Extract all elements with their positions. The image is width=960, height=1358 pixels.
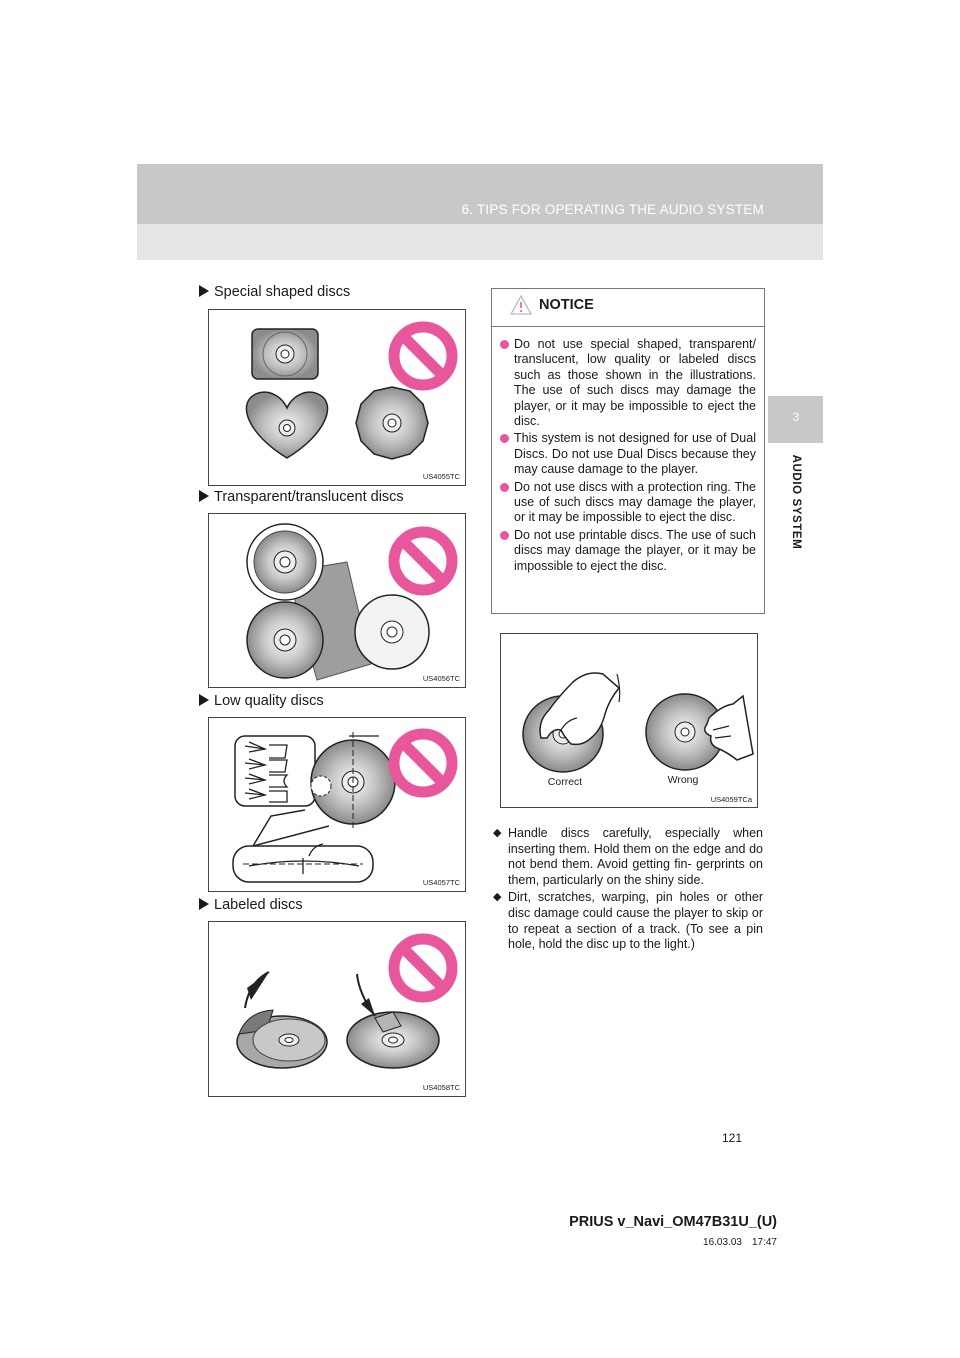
figure-code: US4056TC	[422, 674, 460, 683]
tip-item: ◆ Handle discs carefully, especially when inserting them. Hold them on the edge and do not bend them. Avoid getting fin- gerprints on them, particularly on the shiny side.	[493, 826, 763, 887]
triangle-bullet-icon	[199, 898, 209, 910]
section-title: 6. TIPS FOR OPERATING THE AUDIO SYSTEM	[461, 202, 764, 217]
notice-title: NOTICE	[539, 297, 594, 313]
notice-item: Do not use special shaped, transparent/ translucent, low quality or labeled discs such as those shown in the illustrations. The use of such discs may damage the player, or it may be impossible to eject the disc.	[500, 337, 756, 429]
figure-special-shaped-discs	[208, 309, 466, 486]
diamond-bullet-icon: ◆	[493, 891, 502, 904]
bullet-dot-icon	[500, 531, 509, 540]
bullet-dot-icon	[500, 434, 509, 443]
triangle-bullet-icon	[199, 694, 209, 706]
print-timestamp: 16.03.03 17:47	[703, 1237, 777, 1248]
figure-disc-handling	[500, 633, 758, 808]
figure-code: US4058TC	[422, 1083, 460, 1092]
notice-item: This system is not designed for use of Dual Discs. Do not use Dual Discs because they may cause damage to the player.	[500, 431, 756, 477]
prohibition-icon	[394, 734, 452, 792]
tip-item: ◆ Dirt, scratches, warping, pin holes or other disc damage could cause the player to skip or to repeat a section of a track. (To see a pin hole, hold the disc up to the light.)	[493, 890, 763, 952]
heading-labeled: Labeled discs	[199, 897, 303, 913]
prohibition-icon	[394, 939, 452, 997]
page-number: 121	[722, 1131, 743, 1145]
prohibition-icon	[394, 532, 452, 590]
heading-transparent: Transparent/translucent discs	[199, 489, 404, 505]
notice-box	[491, 288, 765, 614]
handling-tips	[493, 826, 763, 955]
figure-code: US4059TCa	[710, 795, 752, 804]
chapter-label: AUDIO SYSTEM	[789, 454, 802, 550]
triangle-bullet-icon	[199, 285, 209, 297]
notice-item: Do not use discs with a protection ring. The use of such discs may damage the player, or it may be impossible to eject the disc.	[500, 480, 756, 526]
header-subband	[137, 224, 823, 260]
figure-labeled-discs	[208, 921, 466, 1097]
figure-low-quality-discs	[208, 717, 466, 892]
bullet-dot-icon	[500, 483, 509, 492]
chapter-number: 3	[792, 410, 800, 424]
bullet-dot-icon	[500, 340, 509, 349]
figure-transparent-discs	[208, 513, 466, 688]
heading-special-shaped: Special shaped discs	[199, 284, 350, 300]
triangle-bullet-icon	[199, 490, 209, 502]
document-id: PRIUS v_Navi_OM47B31U_(U)	[569, 1214, 777, 1230]
heading-low-quality: Low quality discs	[199, 693, 324, 709]
figure-code: US4057TC	[422, 878, 460, 887]
wrong-label: Wrong	[667, 774, 699, 786]
notice-header	[492, 289, 764, 327]
warning-triangle-icon	[510, 294, 532, 316]
diamond-bullet-icon: ◆	[493, 827, 502, 839]
correct-label: Correct	[547, 776, 583, 788]
notice-list	[492, 327, 764, 574]
prohibition-icon	[394, 327, 452, 385]
figure-code: US4055TC	[422, 472, 460, 481]
notice-item: Do not use printable discs. The use of such discs may damage the player, or it may be impossible to eject the disc.	[500, 528, 756, 574]
